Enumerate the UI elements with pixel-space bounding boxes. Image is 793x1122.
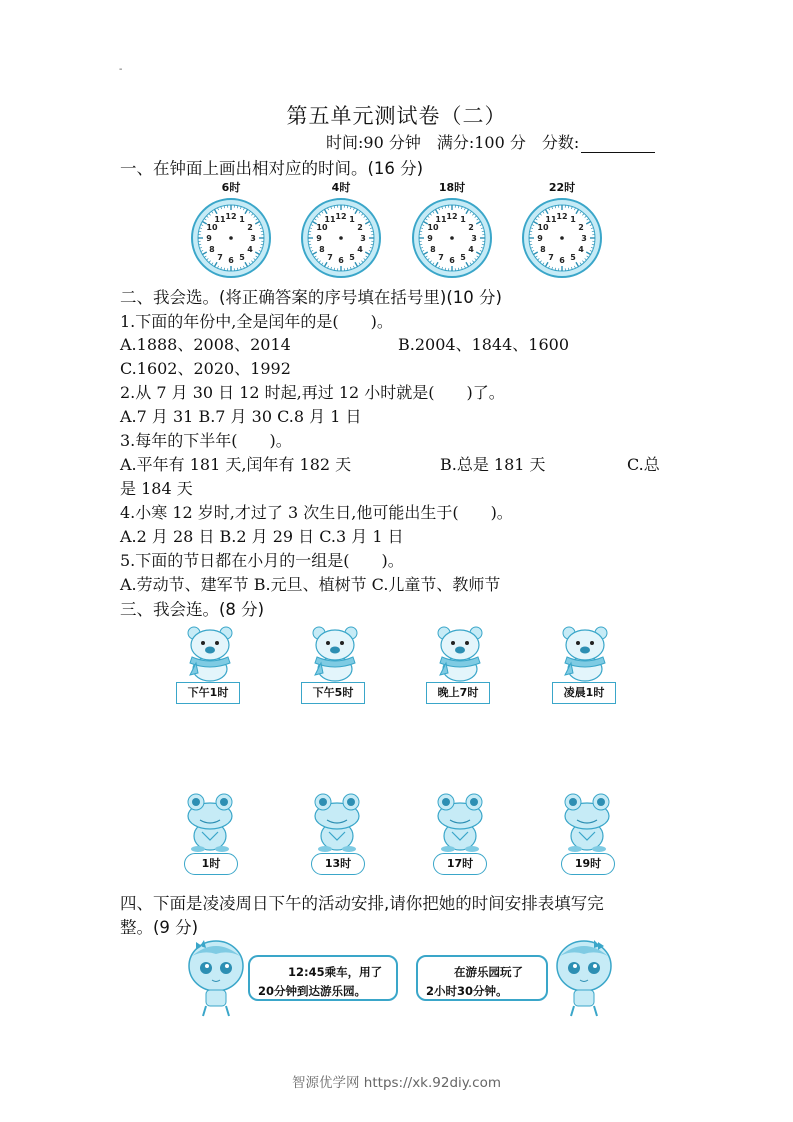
- clock-number: 2: [578, 223, 584, 232]
- q3-option-c-cont: 是 184 天: [120, 479, 193, 498]
- bear-time-tag-4[interactable]: 凌晨1时: [552, 682, 616, 704]
- bubble-left-line1: 12:45乘车，用了: [288, 965, 383, 979]
- q4-options: A.2 月 28 日 B.2 月 29 日 C.3 月 1 日: [120, 527, 404, 546]
- clock-number: 9: [427, 234, 433, 243]
- clock-number: 9: [316, 234, 322, 243]
- clock-number: 6: [338, 256, 344, 265]
- q1-option-a: A.1888、2008、2014: [120, 335, 291, 354]
- clock-number: 8: [319, 245, 325, 254]
- footer-watermark: 智源优学网 https://xk.92diy.com: [292, 1075, 501, 1091]
- clock-number: 8: [209, 245, 215, 254]
- section1-heading: 一、在钟面上画出相对应的时间。(16 分): [120, 159, 424, 178]
- clock-number: 2: [468, 223, 474, 232]
- q1-stem: 1.下面的年份中,全是闰年的是( )。: [120, 312, 393, 331]
- clock-number: 1: [349, 214, 355, 224]
- page-title: 第五单元测试卷（二）: [286, 104, 507, 128]
- clock-number: 6: [449, 256, 455, 265]
- clock-number: 8: [540, 245, 546, 254]
- clock-number: 11: [435, 214, 447, 224]
- clock-number: 3: [581, 234, 587, 243]
- clock-number: 3: [360, 234, 366, 243]
- meta-text: 时间:90 分钟 满分:100 分 分数:: [326, 133, 580, 152]
- clock-face-1[interactable]: [191, 198, 271, 278]
- girl-illustration-right: [548, 936, 618, 1018]
- q1-option-b: B.2004、1844、1600: [398, 335, 570, 354]
- bubble-right-line2: 2小时30分钟。: [426, 984, 508, 998]
- clock-number: 7: [217, 253, 223, 263]
- bear-illustration-4: [553, 623, 617, 683]
- clock-number: 6: [228, 256, 234, 265]
- bear-illustration-1: [178, 623, 242, 683]
- clock-number: 1: [239, 214, 245, 224]
- frog-time-tag-1[interactable]: 1时: [184, 853, 238, 875]
- clock-number: 3: [471, 234, 477, 243]
- q1-option-c: C.1602、2020、1992: [120, 359, 291, 378]
- clock-number: 7: [438, 253, 444, 263]
- clock-label-3: 18时: [438, 181, 466, 194]
- clock-number: 12: [556, 212, 568, 221]
- section4-heading-line1: 四、下面是凌凌周日下午的活动安排,请你把她的时间安排表填写完: [120, 894, 604, 913]
- frog-time-tag-4[interactable]: 19时: [561, 853, 615, 875]
- clock-number: 4: [468, 245, 474, 254]
- clock-number: 3: [250, 234, 256, 243]
- speech-bubble-right: [416, 955, 548, 1001]
- q2-stem: 2.从 7 月 30 日 12 时起,再过 12 小时就是( )了。: [120, 383, 505, 402]
- clock-number: 2: [357, 223, 363, 232]
- clock-label-4: 22时: [548, 181, 576, 194]
- exam-meta: [326, 130, 655, 153]
- clock-face-2[interactable]: [301, 198, 381, 278]
- speech-bubble-left: [248, 955, 398, 1001]
- q5-stem: 5.下面的节日都在小月的一组是( )。: [120, 551, 404, 570]
- clock-number: 7: [327, 253, 333, 263]
- clock-number: 10: [316, 223, 328, 232]
- bear-illustration-3: [428, 623, 492, 683]
- clock-number: 1: [460, 214, 466, 224]
- q3-stem: 3.每年的下半年( )。: [120, 431, 292, 450]
- clock-number: 1: [570, 214, 576, 224]
- clock-number: 4: [247, 245, 253, 254]
- clock-number: 12: [335, 212, 347, 221]
- clock-number: 4: [578, 245, 584, 254]
- clock-face-3[interactable]: [412, 198, 492, 278]
- clock-number: 7: [548, 253, 554, 263]
- bear-time-tag-3[interactable]: 晚上7时: [426, 682, 490, 704]
- frog-illustration-3: [428, 792, 492, 852]
- frog-time-tag-3[interactable]: 17时: [433, 853, 487, 875]
- clock-number: 10: [427, 223, 439, 232]
- clock-number: 12: [225, 212, 237, 221]
- clock-number: 11: [545, 214, 557, 224]
- score-blank[interactable]: [581, 134, 655, 153]
- q2-options: A.7 月 31 B.7 月 30 C.8 月 1 日: [120, 407, 362, 426]
- clock-number: 4: [357, 245, 363, 254]
- clock-number: 6: [559, 256, 565, 265]
- section4-heading-line2: 整。(9 分): [120, 918, 199, 937]
- frog-illustration-4: [555, 792, 619, 852]
- clock-number: 10: [537, 223, 549, 232]
- clock-number: 5: [239, 253, 245, 263]
- q3-option-b: B.总是 181 天: [440, 455, 546, 474]
- q5-options: A.劳动节、建军节 B.元旦、植树节 C.儿童节、教师节: [120, 575, 501, 594]
- frog-time-tag-2[interactable]: 13时: [311, 853, 365, 875]
- corner-mark: -: [119, 64, 123, 75]
- clock-number: 8: [430, 245, 436, 254]
- clock-number: 11: [214, 214, 226, 224]
- girl-illustration-left: [182, 936, 252, 1018]
- q3-option-c: C.总: [627, 455, 660, 474]
- clock-label-1: 6时: [221, 181, 241, 194]
- bubble-left-line2: 20分钟到达游乐园。: [258, 984, 367, 998]
- clock-number: 9: [537, 234, 543, 243]
- clock-number: 2: [247, 223, 253, 232]
- clock-number: 9: [206, 234, 212, 243]
- frog-illustration-1: [178, 792, 242, 852]
- q4-stem: 4.小寒 12 岁时,才过了 3 次生日,他可能出生于( )。: [120, 503, 513, 522]
- clock-number: 11: [324, 214, 336, 224]
- bear-time-tag-2[interactable]: 下午5时: [301, 682, 365, 704]
- clock-number: 5: [460, 253, 466, 263]
- section3-heading: 三、我会连。(8 分): [120, 600, 265, 619]
- clock-label-2: 4时: [331, 181, 351, 194]
- bear-time-tag-1[interactable]: 下午1时: [176, 682, 240, 704]
- clock-number: 5: [349, 253, 355, 263]
- q3-option-a: A.平年有 181 天,闰年有 182 天: [120, 455, 352, 474]
- bubble-right-line1: 在游乐园玩了: [454, 965, 523, 979]
- clock-face-4[interactable]: [522, 198, 602, 278]
- bear-illustration-2: [303, 623, 367, 683]
- section2-heading: 二、我会选。(将正确答案的序号填在括号里)(10 分): [120, 288, 502, 307]
- clock-number: 10: [206, 223, 218, 232]
- clock-number: 5: [570, 253, 576, 263]
- clock-number: 12: [446, 212, 458, 221]
- frog-illustration-2: [305, 792, 369, 852]
